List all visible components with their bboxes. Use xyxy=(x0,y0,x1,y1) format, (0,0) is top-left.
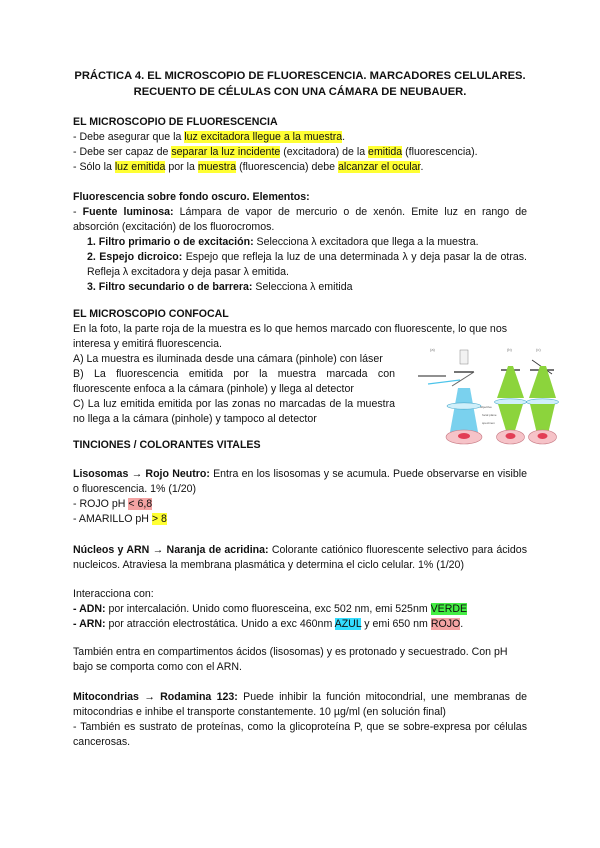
list-item: 1. Filtro primario o de excitación: Selecciona λ excitadora que llega a la muestra. xyxy=(87,236,479,248)
list-item: B) La fluorescencia emitida por la muestra marcada con fluorescente enfoca a la cámara (pinhole) y llega al detector xyxy=(73,368,395,395)
highlight: < 6,8 xyxy=(128,498,153,510)
svg-text:specimen: specimen xyxy=(482,421,495,425)
highlight: muestra xyxy=(197,161,237,173)
panel-b xyxy=(495,366,527,444)
interaction-list xyxy=(73,587,527,632)
highlight: luz emitida xyxy=(114,161,166,173)
highlight: separar la luz incidente xyxy=(171,146,281,158)
svg-text:objective: objective xyxy=(480,405,492,409)
list-item: 2. Espejo dicroico: Espejo que refleja la luz de una determinada λ y deja pasar la de otras. Refleja λ excitadora y deja pasar λ emitida. xyxy=(87,251,527,278)
section-vital-stains-heading xyxy=(73,438,527,453)
bullet-line: - ROJO pH < 6,8 xyxy=(73,498,153,510)
document-title xyxy=(60,68,540,100)
paragraph: - También es sustrato de proteínas, como la glicoproteína P, que se sobre-expresa por células cancerosas. xyxy=(73,721,527,748)
list-item: A) La muestra es iluminada desde una cámara (pinhole) con láser xyxy=(73,353,383,365)
title-line-2: RECUENTO DE CÉLULAS CON UNA CÁMARA DE NEUBAUER. xyxy=(133,86,467,98)
highlight: emitida xyxy=(368,146,403,158)
fig-label-a: (a) xyxy=(430,347,435,352)
section-dark-field-elements xyxy=(73,190,527,295)
bullet-line: - Debe asegurar que la luz excitadora llegue a la muestra. xyxy=(73,131,346,143)
paragraph: Interacciona con: xyxy=(73,588,154,600)
bullet-line: - ARN: por atracción electrostática. Unido a exc 460nm AZUL y emi 650 nm ROJO. xyxy=(73,618,464,630)
highlight: luz excitadora llegue a la muestra xyxy=(184,131,343,143)
fig-label-b: (b) xyxy=(507,347,512,352)
acidic-compartments-paragraph xyxy=(73,645,527,675)
svg-text:focal plane: focal plane xyxy=(482,413,497,417)
paragraph: En la foto, la parte roja de la muestra es lo que hemos marcado con fluorescente, lo que nos interesa y emitirá fluorescencia. xyxy=(73,323,508,350)
section-heading: EL MICROSCOPIO CONFOCAL xyxy=(73,308,229,320)
bullet-line: - Debe ser capaz de separar la luz incidente (excitadora) de la emitida (fluorescencia). xyxy=(73,146,478,158)
paragraph: Lisosomas → Rojo Neutro: Entra en los lisosomas y se acumula. Puede observarse en visible o fluorescencia. 1% (1/20) xyxy=(73,468,527,495)
confocal-diagram-figure xyxy=(410,346,562,446)
paragraph: Mitocondrias → Rodamina 123: Puede inhibir la función mitocondrial, une membranas de mitocondrias e inhibe el transporte constantemente. 10 µg/ml (en solución final) xyxy=(73,691,528,718)
section-heading: Fluorescencia sobre fondo oscuro. Elementos: xyxy=(73,191,310,203)
highlight: > 8 xyxy=(151,513,167,525)
list-item: 3. Filtro secundario o de barrera: Selecciona λ emitida xyxy=(87,281,353,293)
bullet-line: - ADN: por intercalación. Unido como fluoresceina, exc 502 nm, emi 525nm VERDE xyxy=(73,603,468,615)
highlight: alcanzar el ocular xyxy=(338,161,421,173)
paragraph: También entra en compartimentos ácidos (lisosomas) y es protonado y secuestrado. Con pH bajo se comporta como con el ARN. xyxy=(73,646,508,673)
section-heading: EL MICROSCOPIO DE FLUORESCENCIA xyxy=(73,116,278,128)
paragraph: - Fuente luminosa: Lámpara de vapor de mercurio o de xenón. Emite luz en rango de absorción (excitación) de los fluorocromos. xyxy=(73,206,527,233)
nuclei-paragraph xyxy=(73,543,527,573)
panel-c xyxy=(527,360,559,444)
lysosome-paragraph xyxy=(73,467,527,527)
confocal-steps xyxy=(73,352,395,427)
highlight: ROJO xyxy=(430,618,461,630)
fig-label-c: (c) xyxy=(536,347,541,352)
section-heading: TINCIONES / COLORANTES VITALES xyxy=(73,439,261,451)
list-item: C) La luz emitida emitida por las zonas no marcadas de la muestra no llega a la cámara (pinhole) y tampoco al detector xyxy=(73,398,395,425)
title-line-1: PRÁCTICA 4. EL MICROSCOPIO DE FLUORESCENCIA. MARCADORES CELULARES. xyxy=(74,70,526,82)
highlight: VERDE xyxy=(430,603,468,615)
paragraph: Núcleos y ARN → Naranja de acridina: Colorante catiónico fluorescente selectivo para ácidos nucleicos. Atraviesa la membrana plasmática y determina el ciclo celular. 1% (1/20) xyxy=(73,544,527,571)
highlight: AZUL xyxy=(334,618,362,630)
section-fluorescence-microscope xyxy=(73,115,527,175)
mitochondria-paragraph xyxy=(73,690,527,750)
bullet-line: - AMARILLO pH > 8 xyxy=(73,513,167,525)
panel-a xyxy=(418,350,497,444)
bullet-line: - Sólo la luz emitida por la muestra (fluorescencia) debe alcanzar el ocular. xyxy=(73,161,424,173)
